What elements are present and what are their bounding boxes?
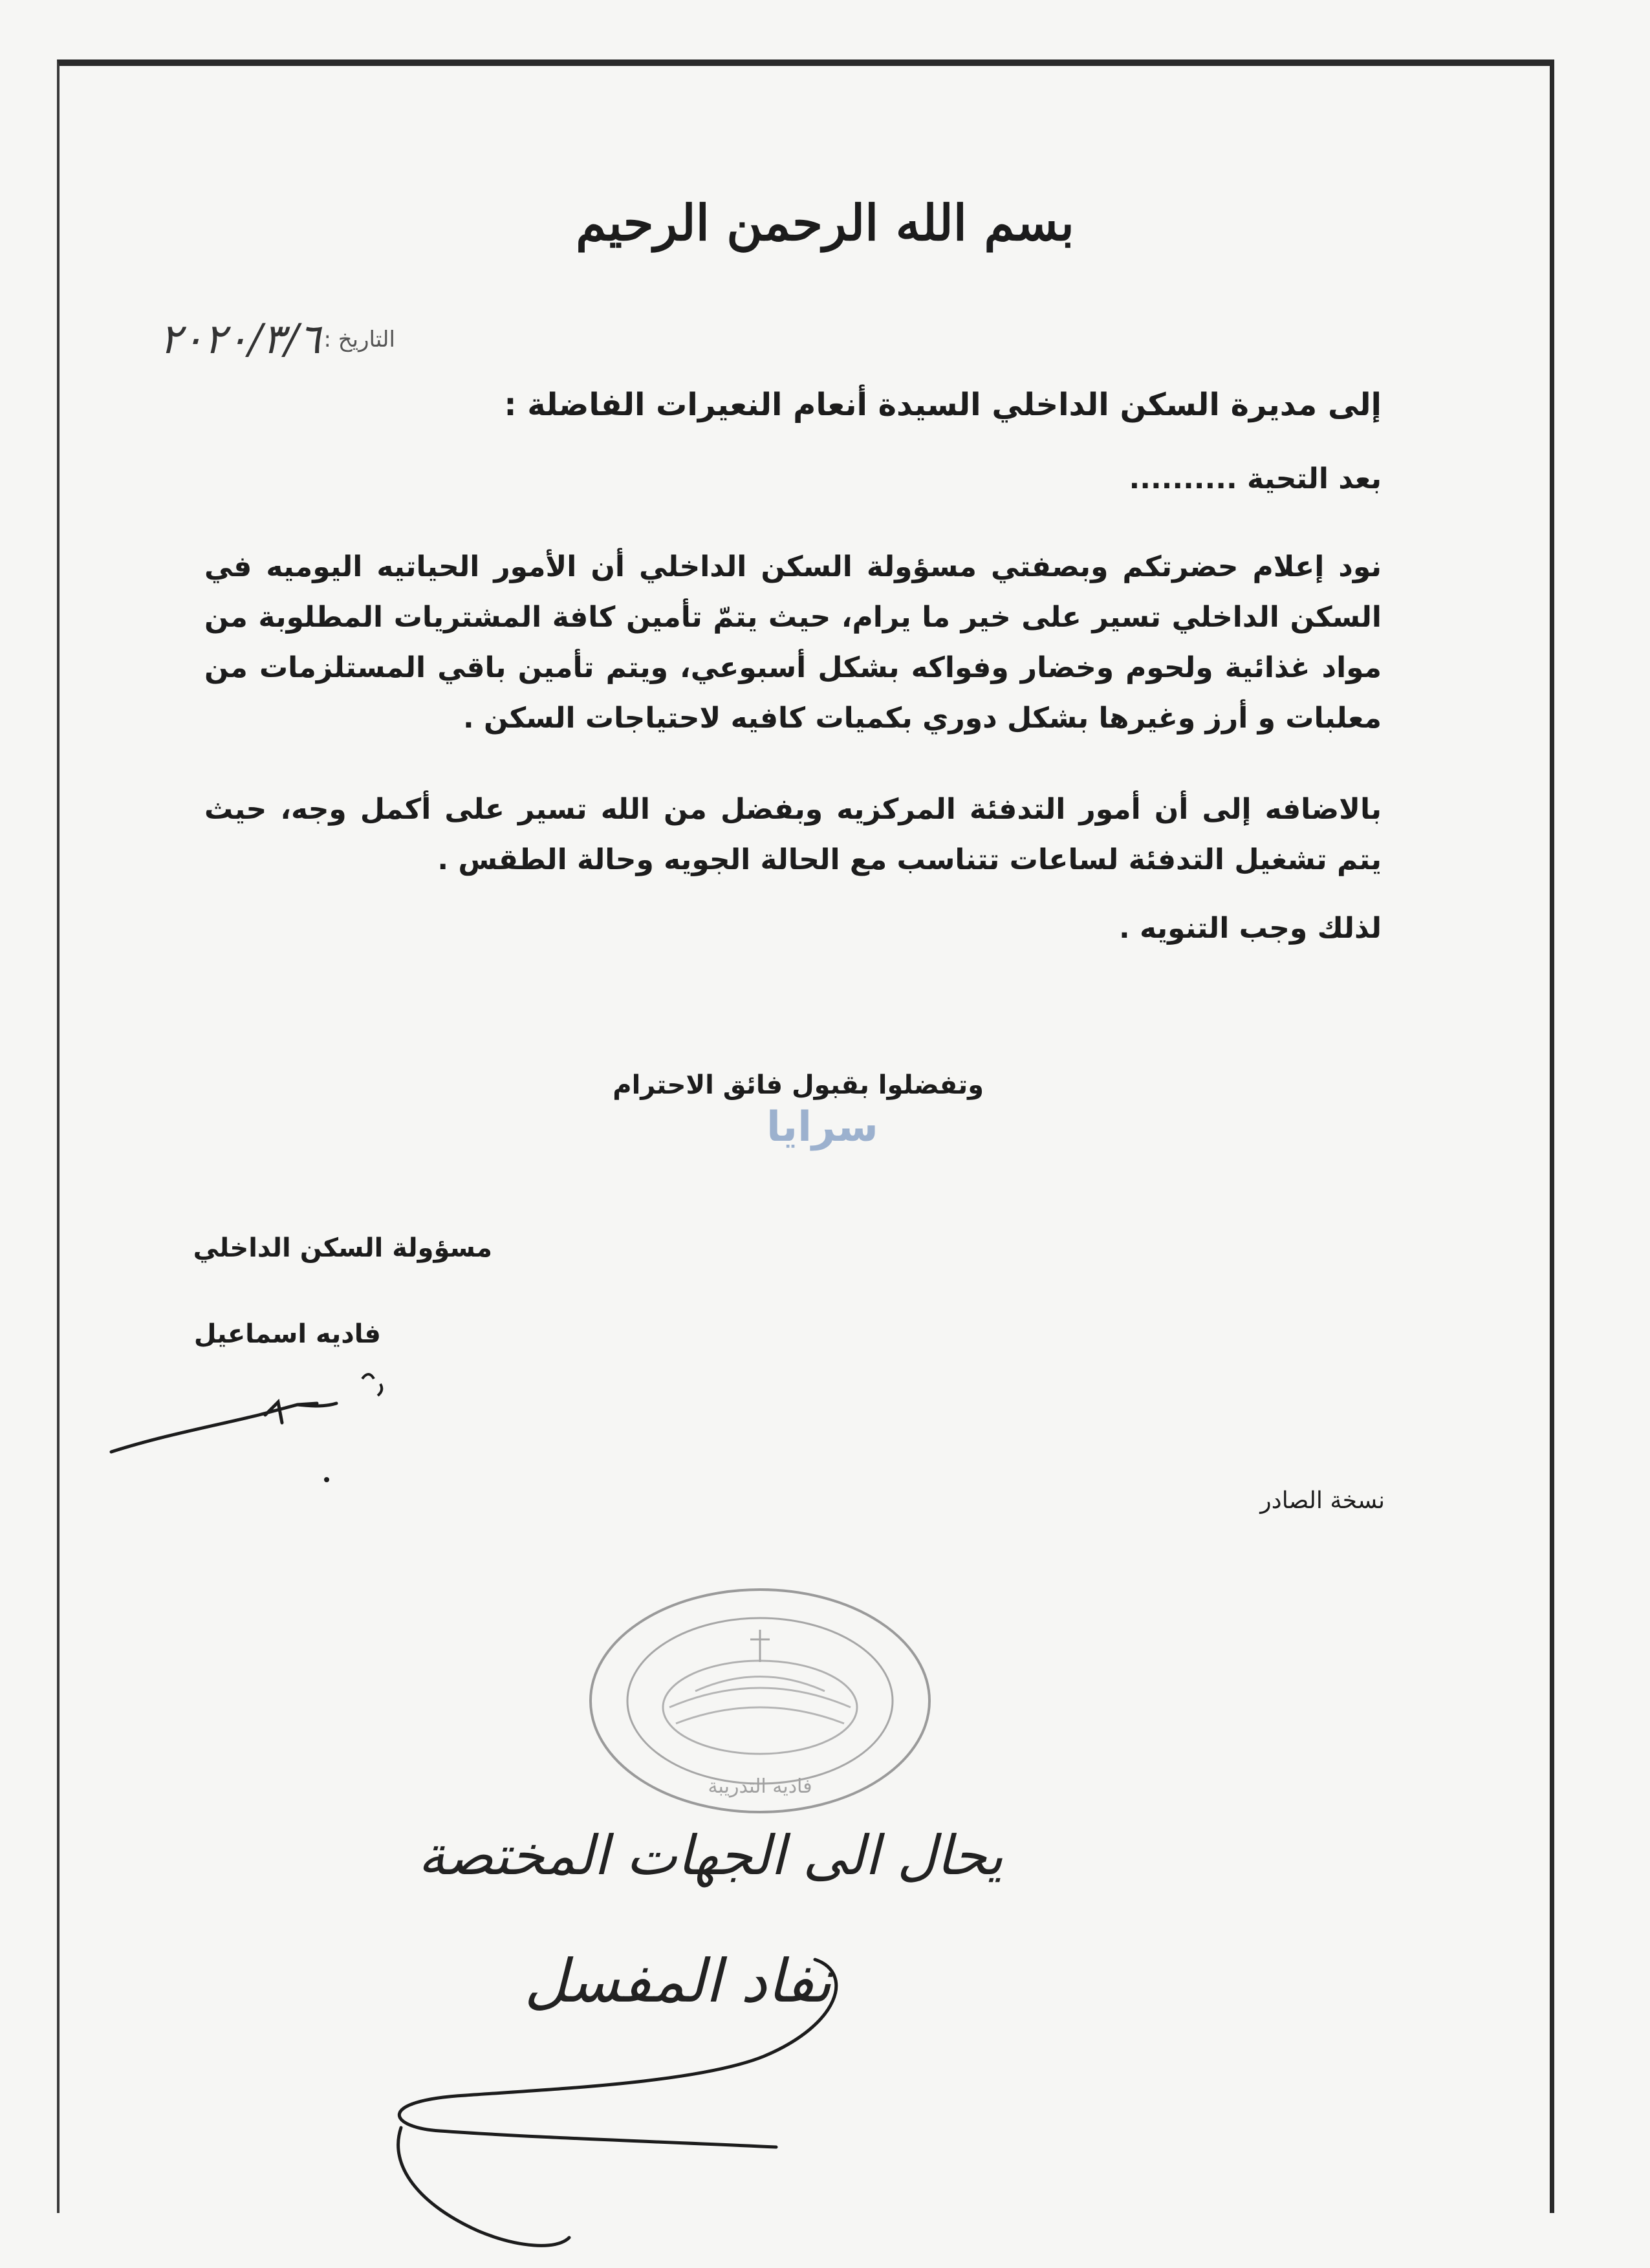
date-value: ٢٠٢٠/٣/٦ [159,316,321,363]
date-label: التاريخ : [323,327,395,352]
signature [103,1365,414,1487]
watermark-logo: سرايا [766,1103,878,1151]
official-stamp [579,1578,941,1824]
handwritten-name: نفاد المفسل [524,1947,832,2016]
closing-line: وتفضلوا بقبول فائق الاحترام [613,1070,984,1100]
stamp-text: فاديه التدريبة [708,1775,812,1798]
greeting-line: بعد التحية .......... [1129,462,1382,495]
body-paragraph-1: نود إعلام حضرتكم وبصفتي مسؤولة السكن الداخلي أن الأمور الحياتيه اليوميه في السكن الداخلي تسير على خير ما يرام، حيث يتمّ تأمين كافة المشتريات المطلوبة من مواد غذائية ولحوم وخضار وفواكه بشكل أسبوعي، ويتم تأمين باقي المستلزمات من معلبات و أرز وغيرها بشكل دوري بكميات كافيه لاحتياجات السكن . [204,550,1382,735]
signatory-name: فاديه اسماعيل [193,1319,381,1349]
handwritten-signature-stroke [362,1934,944,2257]
signatory-title: مسؤولة السكن الداخلي [193,1233,492,1263]
copy-note: نسخة الصادر [1260,1487,1385,1514]
notice-line: لذلك وجب التنويه . [1118,912,1382,945]
handwritten-referral: يحال الى الجهات المختصة [418,1824,1003,1887]
body-paragraph-2: بالاضافه إلى أن أمور التدفئة المركزيه وبفضل من الله تسير على أكمل وجه، حيث يتم تشغيل التدفئة لساعات تتناسب مع الحالة الجويه وحالة الطقس . [204,793,1382,876]
recipient-line: إلى مديرة السكن الداخلي السيدة أنعام النعيرات الفاضلة : [504,387,1382,423]
basmala-heading: بسم الله الرحمن الرحيم [576,194,1074,252]
